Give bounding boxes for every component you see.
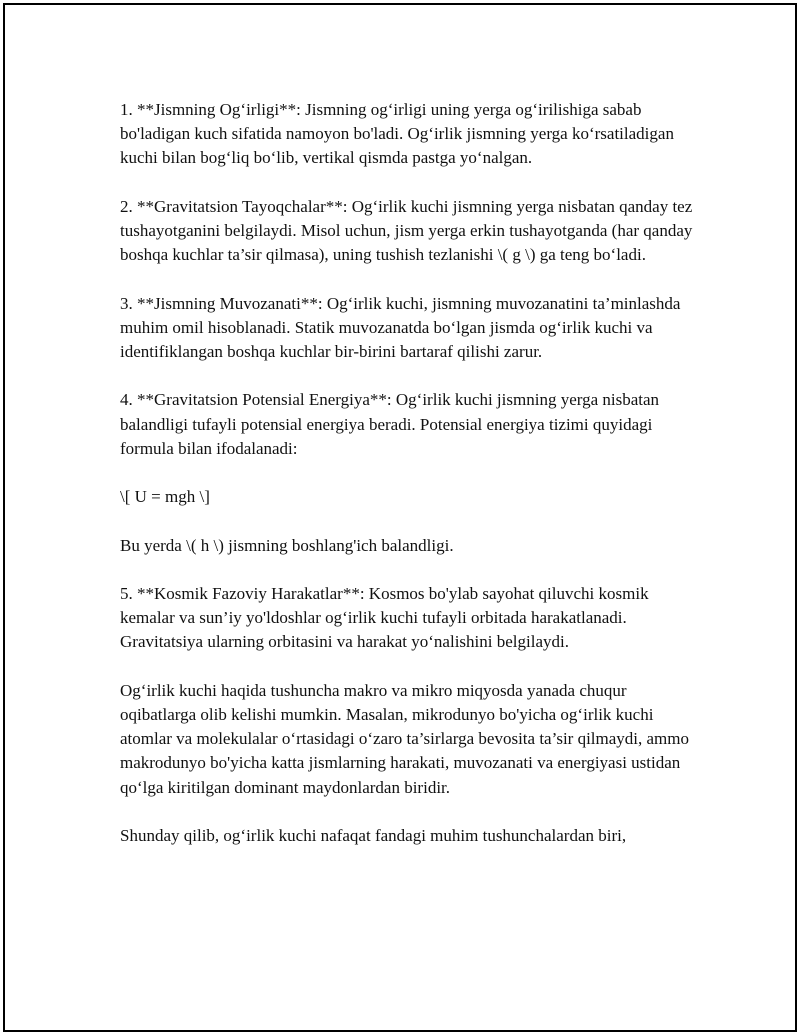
paragraph-6: Og‘irlik kuchi haqida tushuncha makro va mikro miqyosda yanada chuqur oqibatlarga olib kelishi mumkin. Masalan, mikrodunyo bo'yicha og‘irlik kuchi atomlar va molekulalar o‘rtasidagi o‘zaro ta’sirlarga bevosita ta’sir qilmaydi, ammo makrodunyo bo'yicha katta jismlarning harakati, muvozanati va energiyasi ustidan qo‘lga kiritilgan dominant maydonlardan biridir. — [120, 680, 690, 797]
paragraph-3: 3. **Jismning Muvozanati**: Og‘irlik kuchi, jismning muvozanatini ta’minlashda muhim omil hisoblanadi. Statik muvozanatda bo‘lgan jismda og‘irlik kuchi va identifiklangan boshqa kuchlar bir-birini bartaraf qilishi zarur. — [120, 293, 681, 361]
paragraph-2: 2. **Gravitatsion Tayoqchalar**: Og‘irlik kuchi jismning yerga nisbatan qanday tez tushayotganini belgilaydi. Misol uchun, jism yerga erkin tushayotganda (har qanday boshqa kuchlar ta’sir qilmasa), uning tushish tezlanishi \( g \) ga teng bo‘ladi. — [120, 196, 693, 265]
paragraph-4: 4. **Gravitatsion Potensial Energiya**: Og‘irlik kuchi jismning yerga nisbatan balandligi tufayli potensial energiya beradi. Potensial energiya tizimi quyidagi formula bilan ifodalanadi: — [120, 390, 660, 458]
document-body — [120, 98, 695, 872]
document-page — [3, 3, 797, 1032]
formula-explanation: Bu yerda \( h \) jismning boshlang'ich balandligi. — [120, 535, 454, 555]
paragraph-5: 5. **Kosmik Fazoviy Harakatlar**: Kosmos bo'ylab sayohat qiluvchi kosmik kemalar va sun’iy yo'ldoshlar og‘irlik kuchi tufayli orbitada harakatlanadi. Gravitatsiya ularning orbitasini va harakat yo‘nalishini belgilaydi. — [120, 583, 649, 652]
paragraph-7: Shunday qilib, og‘irlik kuchi nafaqat fandagi muhim tushunchalardan biri, — [120, 825, 627, 845]
formula-line: \[ U = mgh \] — [120, 487, 210, 507]
paragraph-1: 1. **Jismning Og‘irligi**: Jismning og‘irligi uning yerga og‘irilishiga sabab bo'ladigan kuch sifatida namoyon bo'ladi. Og‘irlik jismning yerga ko‘rsatiladigan kuchi bilan bog‘liq bo‘lib, vertikal qismda pastga yo‘nalgan. — [120, 100, 674, 168]
